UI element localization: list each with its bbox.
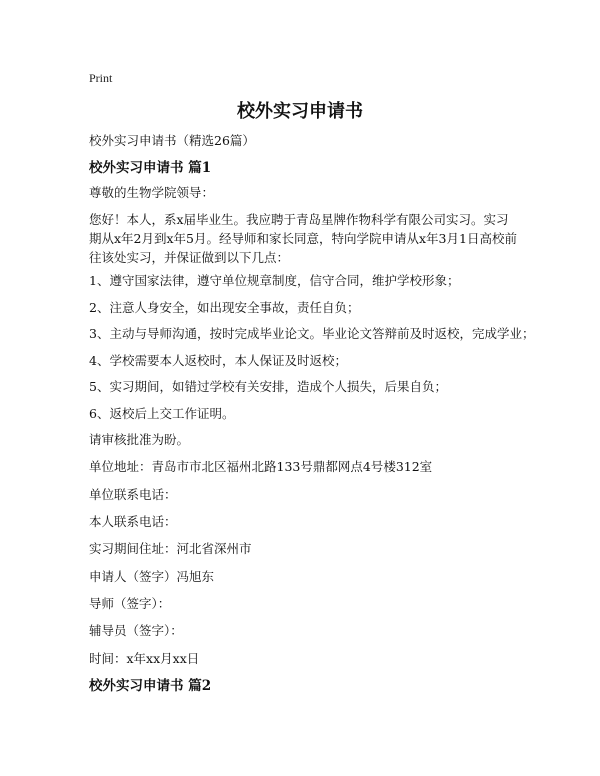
document-title: 校外实习申请书 bbox=[237, 101, 363, 122]
print-label: Print bbox=[89, 71, 113, 85]
unit-address: 单位地址：青岛市市北区福州北路133号鼎都网点4号楼312室 bbox=[89, 459, 433, 474]
applicant-signature: 申请人（签字）冯旭东 bbox=[89, 569, 215, 584]
section-heading-2: 校外实习申请书 篇2 bbox=[89, 678, 212, 694]
unit-phone: 单位联系电话： bbox=[89, 487, 177, 502]
internship-address: 实习期间住址：河北省深州市 bbox=[89, 541, 252, 556]
list-item: 3、主动与导师沟通，按时完成毕业论文。毕业论文答辩前及时返校，完成学业； bbox=[89, 326, 535, 341]
list-item: 1、遵守国家法律，遵守单位规章制度，信守合同，维护学校形象； bbox=[89, 273, 460, 288]
salutation: 尊敬的生物学院领导： bbox=[89, 185, 215, 200]
list-item: 6、返校后上交工作证明。 bbox=[89, 406, 235, 421]
advisor-signature: 导师（签字）： bbox=[89, 596, 171, 611]
personal-phone: 本人联系电话： bbox=[89, 514, 177, 529]
list-item: 5、实习期间，如错过学校有关安排，造成个人损失，后果自负； bbox=[89, 379, 447, 394]
document-subtitle: 校外实习申请书（精选26篇） bbox=[89, 133, 255, 148]
request-line: 请审核批准为盼。 bbox=[89, 432, 190, 447]
date-line: 时间：x年xx月xx日 bbox=[89, 651, 200, 666]
list-item: 2、注意人身安全，如出现安全事故，责任自负； bbox=[89, 300, 360, 315]
counselor-signature: 辅导员（签字）： bbox=[89, 623, 183, 638]
section-heading-1: 校外实习申请书 篇1 bbox=[89, 160, 212, 176]
intro-paragraph: 您好！本人，系x届毕业生。我应聘于青岛星牌作物科学有限公司实习。实习期从x年2月到x年5月。经导师和家长同意，特向学院申请从x年3月1日高校前往该处实习，并保证做到以下几点： bbox=[89, 212, 517, 265]
list-item: 4、学校需要本人返校时，本人保证及时返校； bbox=[89, 353, 347, 368]
